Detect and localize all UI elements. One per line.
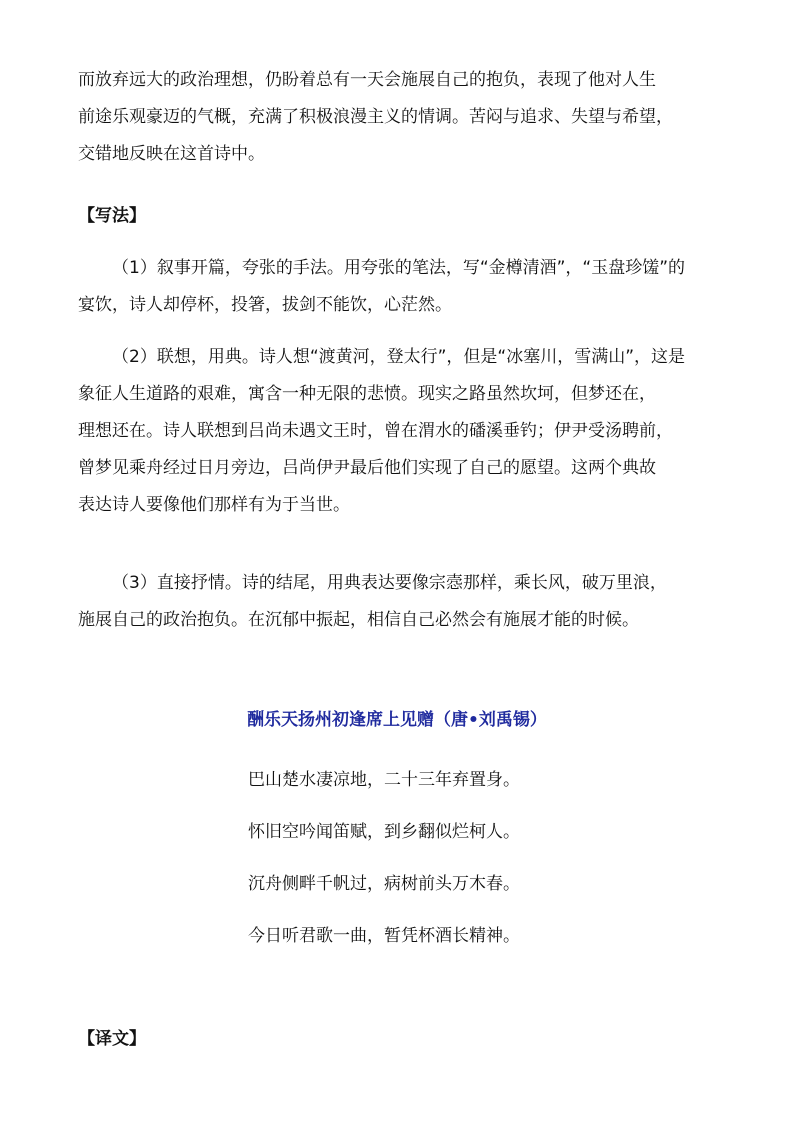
text-line: 而放弃远大的政治理想，仍盼着总有一天会施展自己的抱负，表现了他对人生 [78, 70, 656, 90]
text-line: 施展自己的政治抱负。在沉郁中振起，相信自己必然会有施展才能的时候。 [78, 610, 639, 630]
text-line: 理想还在。诗人联想到吕尚未遇文王时，曾在渭水的磻溪垂钓；伊尹受汤聘前， [78, 421, 673, 441]
writing-point-3 [78, 565, 723, 639]
text-line: （2）联想，用典。诗人想“渡黄河，登太行”，但是“冰塞川，雪满山”，这是 [112, 347, 686, 367]
poem-line: 怀旧空吟闻笛赋，到乡翻似烂柯人。 [248, 822, 520, 842]
section-heading-writing: 【写法】 [78, 206, 146, 226]
writing-point-1 [78, 250, 723, 324]
intro-paragraph [78, 62, 723, 173]
text-line: 宴饮，诗人却停杯，投箸，拔剑不能饮，心茫然。 [78, 295, 452, 315]
poem-line: 今日听君歌一曲，暂凭杯酒长精神。 [248, 926, 520, 946]
poem-title: 酬乐天扬州初逢席上见赠（唐•刘禹锡） [247, 710, 547, 730]
text-line: （1）叙事开篇，夸张的手法。用夸张的笔法，写“金樽清酒”，“玉盘珍馐”的 [112, 258, 686, 278]
poem-line: 沉舟侧畔千帆过，病树前头万木春。 [248, 874, 520, 894]
poem-line: 巴山楚水凄凉地，二十三年弃置身。 [248, 770, 520, 790]
text-line: 前途乐观豪迈的气概，充满了积极浪漫主义的情调。苦闷与追求、失望与希望， [78, 107, 673, 127]
text-line: 象征人生道路的艰难，寓含一种无限的悲愤。现实之路虽然坎坷，但梦还在， [78, 384, 656, 404]
text-line: 表达诗人要像他们那样有为于当世。 [78, 495, 350, 515]
text-line: 曾梦见乘舟经过日月旁边，吕尚伊尹最后他们实现了自己的愿望。这两个典故 [78, 458, 656, 478]
text-line: 交错地反映在这首诗中。 [78, 144, 265, 164]
text-line: （3）直接抒情。诗的结尾，用典表达要像宗悫那样，乘长风，破万里浪， [112, 573, 667, 593]
writing-point-2 [78, 339, 723, 524]
section-heading-translation: 【译文】 [78, 1029, 146, 1049]
